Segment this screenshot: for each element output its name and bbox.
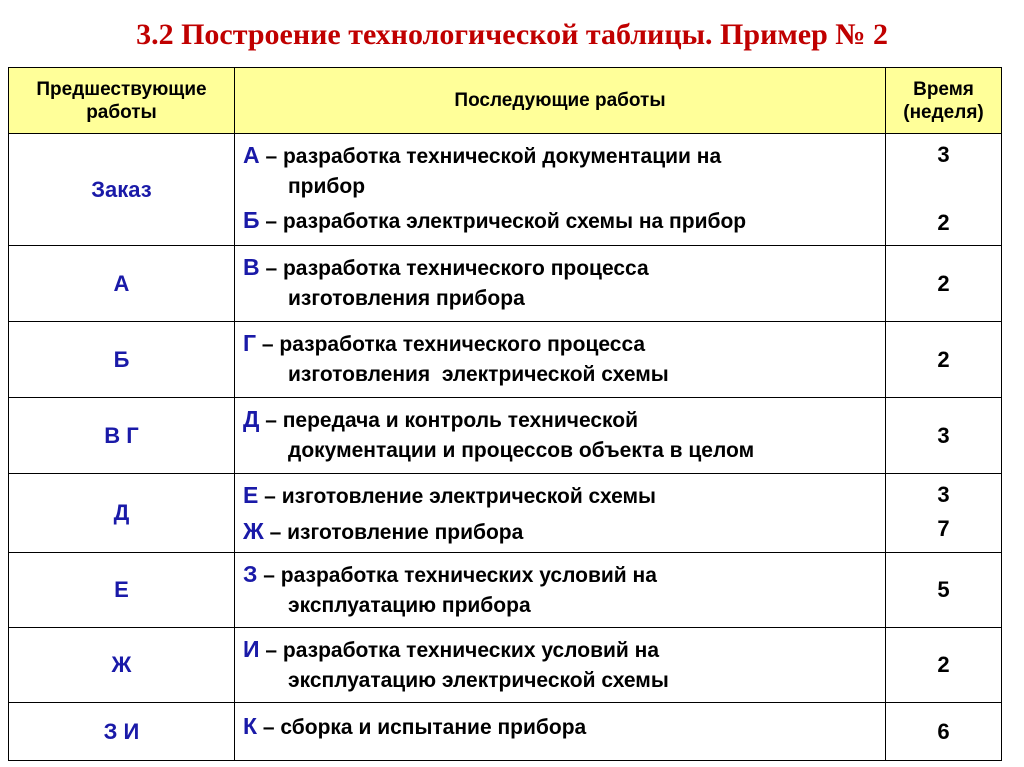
work-letter: К bbox=[243, 713, 258, 739]
successor-cell bbox=[235, 398, 886, 474]
header-successor: Последующие работы bbox=[235, 68, 886, 134]
predecessor-cell: Д bbox=[9, 474, 235, 553]
work-letter: Ж bbox=[243, 518, 264, 544]
work-letter: Е bbox=[243, 482, 259, 508]
successor-cell bbox=[235, 703, 886, 761]
work-letter: Г bbox=[243, 330, 257, 356]
successor-cell bbox=[235, 474, 886, 553]
predecessor-cell: З И bbox=[9, 703, 235, 761]
time-cell: 3 bbox=[886, 398, 1002, 474]
table-header-row bbox=[9, 68, 1002, 134]
work-text-continued: изготовления электрической схемы bbox=[288, 363, 669, 386]
work-text: – изготовление электрической схемы bbox=[258, 485, 656, 508]
predecessor-cell: А bbox=[9, 246, 235, 322]
predecessor-cell: В Г bbox=[9, 398, 235, 474]
successor-cell bbox=[235, 628, 886, 703]
header-predecessor-line1: Предшествующие bbox=[36, 78, 207, 100]
work-text-continued: эксплуатацию электрической схемы bbox=[288, 669, 669, 692]
work-text: – разработка технического процесса bbox=[259, 257, 649, 280]
work-text: – сборка и испытание прибора bbox=[257, 716, 587, 739]
work-text: – разработка технической документации на bbox=[259, 145, 722, 168]
work-letter: И bbox=[243, 636, 260, 662]
successor-cell bbox=[235, 134, 886, 246]
header-time bbox=[886, 68, 1002, 134]
time-cell bbox=[886, 474, 1002, 553]
work-text-continued: изготовления прибора bbox=[288, 287, 525, 310]
successor-cell bbox=[235, 322, 886, 398]
predecessor-cell: Заказ bbox=[9, 134, 235, 246]
table-row bbox=[9, 398, 1002, 474]
header-predecessor bbox=[9, 68, 235, 134]
page-title: 3.2 Построение технологической таблицы. Пример № 2 bbox=[136, 18, 888, 51]
successor-cell bbox=[235, 553, 886, 628]
work-letter: А bbox=[243, 142, 260, 168]
time-value: 2 bbox=[937, 210, 950, 235]
time-cell bbox=[886, 134, 1002, 246]
time-cell: 2 bbox=[886, 628, 1002, 703]
work-text: – разработка электрической схемы на прибор bbox=[259, 210, 747, 233]
table-row bbox=[9, 134, 1002, 246]
work-item bbox=[243, 205, 881, 237]
work-text-continued: эксплуатацию прибора bbox=[288, 594, 531, 617]
time-value: 3 bbox=[937, 482, 950, 507]
header-time-line2: (неделя) bbox=[903, 101, 984, 123]
technology-table bbox=[8, 67, 1002, 761]
header-time-line1: Время bbox=[913, 78, 974, 100]
time-cell: 2 bbox=[886, 246, 1002, 322]
time-value: 7 bbox=[937, 516, 950, 541]
time-cell: 6 bbox=[886, 703, 1002, 761]
time-cell: 2 bbox=[886, 322, 1002, 398]
table-row bbox=[9, 703, 1002, 761]
work-text: – передача и контроль технической bbox=[259, 409, 638, 432]
header-predecessor-line2: работы bbox=[86, 101, 157, 123]
table-row bbox=[9, 628, 1002, 703]
table-row bbox=[9, 553, 1002, 628]
work-text: – разработка технических условий на bbox=[257, 564, 657, 587]
work-letter: В bbox=[243, 254, 260, 280]
successor-cell bbox=[235, 246, 886, 322]
work-text: – изготовление прибора bbox=[263, 521, 524, 544]
table-row bbox=[9, 322, 1002, 398]
table-row bbox=[9, 246, 1002, 322]
predecessor-cell: Ж bbox=[9, 628, 235, 703]
work-text-continued: документации и процессов объекта в целом bbox=[288, 439, 755, 462]
table-row bbox=[9, 474, 1002, 553]
work-letter: Б bbox=[243, 207, 260, 233]
work-item bbox=[243, 140, 881, 202]
predecessor-cell: Е bbox=[9, 553, 235, 628]
time-cell: 5 bbox=[886, 553, 1002, 628]
work-text: – разработка технических условий на bbox=[259, 639, 659, 662]
work-text-continued: прибор bbox=[288, 175, 366, 198]
time-value: 3 bbox=[937, 142, 950, 167]
work-letter: Д bbox=[243, 406, 260, 432]
work-text: – разработка технического процесса bbox=[256, 333, 646, 356]
predecessor-cell: Б bbox=[9, 322, 235, 398]
work-letter: З bbox=[243, 561, 258, 587]
